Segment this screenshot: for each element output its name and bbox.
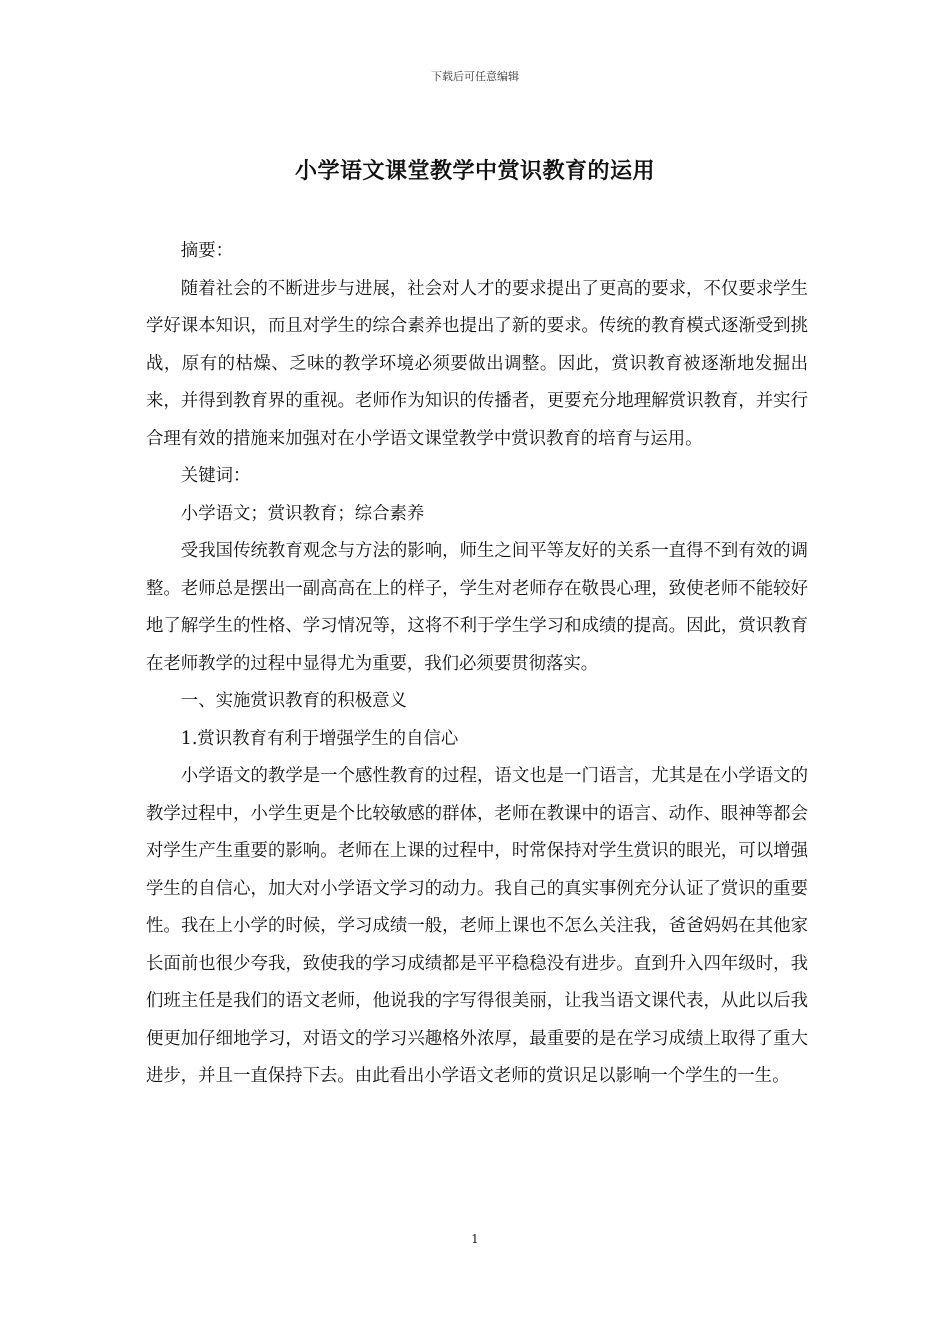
intro-paragraph: 受我国传统教育观念与方法的影响，师生之间平等友好的关系一直得不到有效的调整。老师总是摆出一副高高在上的样子，学生对老师存在敬畏心理，致使老师不能较好地了解学生的性格、学习情况等，这将不利于学生学习和成绩的提高。因此，赏识教育在老师教学的过程中显得尤为重要，我们必须要贯彻落实。 <box>146 541 808 674</box>
keywords-list: 小学语文；赏识教育；综合素养 <box>180 503 425 524</box>
body-paragraph: 小学语文的教学是一个感性教育的过程，语文也是一门语言，尤其是在小学语文的教学过程中，小学生更是个比较敏感的群体，老师在教课中的语言、动作、眼神等都会对学生产生重要的影响。老师在上课的过程中，时常保持对学生赏识的眼光，可以增强学生的自信心，加大对小学语文学习的动力。我自己的真实事例充分认证了赏识的重要性。我在上小学的时候，学习成绩一般，老师上课也不怎么关注我，爸爸妈妈在其他家长面前也很少夸我，致使我的学习成绩都是平平稳稳没有进步。直到升入四年级时，我们班主任是我们的语文老师，他说我的字写得很美丽，让我当语文课代表，从此以后我便更加仔细地学习，对语文的学习兴趣格外浓厚，最重要的是在学习成绩上取得了重大进步，并且一直保持下去。由此看出小学语文老师的赏识足以影响一个学生的一生。 <box>146 766 808 1086</box>
abstract-paragraph: 随着社会的不断进步与进展，社会对人才的要求提出了更高的要求，不仅要求学生学好课本知识，而且对学生的综合素养也提出了新的要求。传统的教育模式逐渐受到挑战，原有的枯燥、乏味的教学环境必须要做出调整。因此，赏识教育被逐渐地发掘出来，并得到教育界的重视。老师作为知识的传播者，更要充分地理解赏识教育，并实行合理有效的措施来加强对在小学语文课堂教学中赏识教育的培育与运用。 <box>146 278 808 449</box>
abstract-heading: 摘要： <box>180 241 233 261</box>
subsection-heading-1-1: 1.赏识教育有利于增强学生的自信心 <box>180 728 459 749</box>
keywords-heading: 关键词： <box>180 466 251 486</box>
page-header-note: 下载后可任意编辑 <box>431 70 519 83</box>
document-title: 小学语文课堂教学中赏识教育的运用 <box>294 158 655 184</box>
document-body <box>146 233 808 1096</box>
section-heading-1: 一、实施赏识教育的积极意义 <box>180 691 407 711</box>
page-number: 1 <box>471 1232 479 1246</box>
